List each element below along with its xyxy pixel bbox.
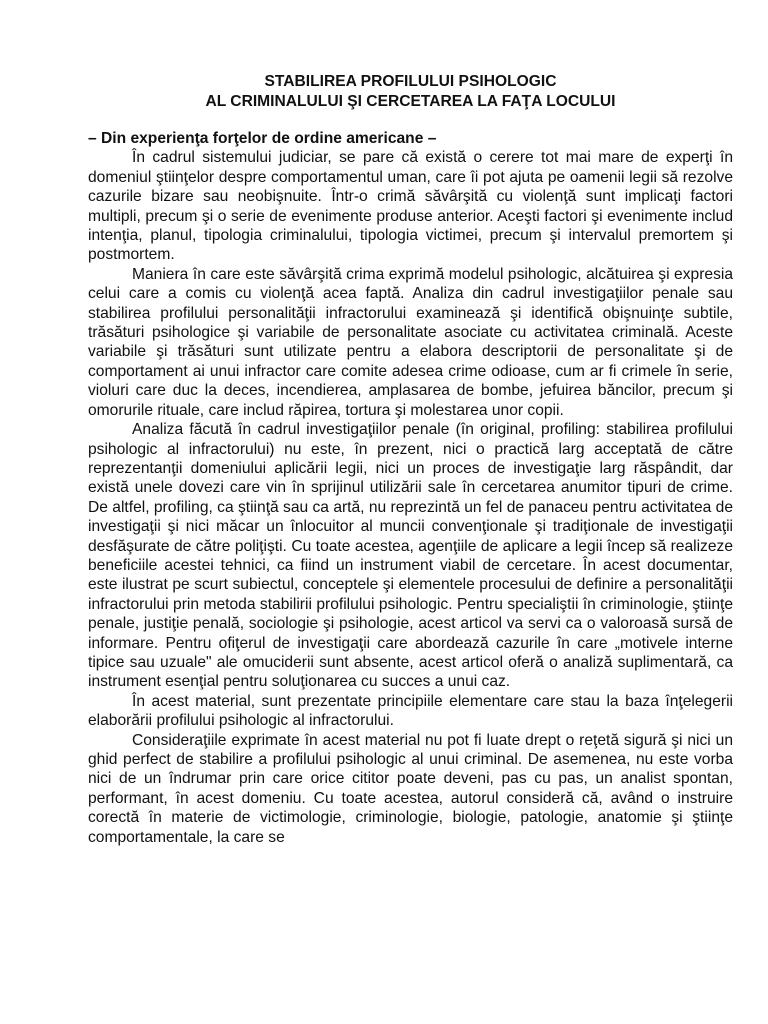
paragraph-5: Consideraţiile exprimate în acest material nu pot fi luate drept o reţetă sigură şi nici un ghid perfect de stabilire a profilului psihologic al unui criminal. De asemenea, nu este vorba nici de un îndrumar prin care orice cititor poate deveni, pas cu pas, un analist spontan, performant, în acest domeniu. Cu toate acestea, autorul consideră că, având o instruire corectă în materie de victimologie, criminologie, biologie, patologie, anatomie şi ştiinţe comportamentale, la care se bbox=[88, 731, 733, 846]
document-page bbox=[88, 72, 733, 847]
title-line-1: STABILIREA PROFILULUI PSIHOLOGIC bbox=[264, 73, 557, 90]
paragraph-1: În cadrul sistemului judiciar, se pare că există o cerere tot mai mare de experţi în domeniul ştiinţelor despre comportamentul uman, care îi pot ajuta pe oamenii legii să rezolve cazurile bizare sau neobişnuite. Într-o crimă săvârşită cu violenţă sunt implicaţi factori multipli, precum şi o serie de evenimente produse anterior. Aceşti factori şi evenimente includ intenţia, planul, tipologia criminalului, tipologia victimei, precum şi intervalul premortem şi postmortem. bbox=[88, 149, 733, 264]
paragraph-3: Analiza făcută în cadrul investigaţiilor penale (în original, profiling: stabilirea profilului psihologic al infractorului) nu este, în prezent, nici o practică larg acceptată de către reprezentanţii domeniului aplicării legii, nici un proces de investigaţie larg răspândit, dar există unele dovezi care vin în sprijinul utilizării sale în cercetarea anumitor tipuri de crime. De altfel, profiling, ca ştiinţă sau ca artă, nu reprezintă un fel de panaceu pentru activitatea de investigaţii şi nici măcar un înlocuitor al muncii convenţionale şi tradiţionale de investigaţii desfăşurate de către poliţişti. Cu toate acestea, agenţiile de aplicare a legii încep să realizeze beneficiile acestei tehnici, ca fiind un instrument viabil de cercetare. În acest documentar, este ilustrat pe scurt subiectul, conceptele şi elementele procesului de definire a personalităţii infractorului prin metoda stabilirii profilului psihologic. Pentru specialiştii în criminologie, ştiinţe penale, justiţie penală, sociologie şi psihologie, acest articol va servi ca o valoroasă sursă de informare. Pentru ofiţerul de investigaţii care abordează cazurile în care „motivele interne tipice sau uzuale" ale omuciderii sunt absente, acest articol oferă o analiză suplimentară, ca instrument esenţial pentru soluţionarea cu succes a unui caz. bbox=[88, 421, 733, 691]
document-subtitle: – Din experienţa forţelor de ordine americane – bbox=[88, 130, 437, 147]
paragraph-2: Maniera în care este săvârşită crima exprimă modelul psihologic, alcătuirea şi expresia celui care a comis cu violenţă acea faptă. Analiza din cadrul investigaţiilor penale sau stabilirea profilului personalităţii infractorului examinează şi identifică obişnuinţe subtile, trăsături psihologice şi variabile de personalitate asociate cu activitatea criminală. Aceste variabile şi trăsături sunt utilizate pentru a elabora descriptorii de personalitate şi de comportament ai unui infractor care comite adesea crime odioase, cum ar fi crimele în serie, violuri care duc la deces, incendierea, amplasarea de bombe, jefuirea băncilor, precum şi omorurile rituale, care includ răpirea, tortura şi molestarea unor copii. bbox=[88, 265, 733, 419]
paragraph-4: În acest material, sunt prezentate principiile elementare care stau la baza înţelegerii elaborării profilului psihologic al infractorului. bbox=[88, 692, 733, 730]
document-title bbox=[88, 72, 733, 112]
title-line-2: AL CRIMINALULUI ŞI CERCETAREA LA FAŢA LOCULUI bbox=[205, 93, 616, 110]
